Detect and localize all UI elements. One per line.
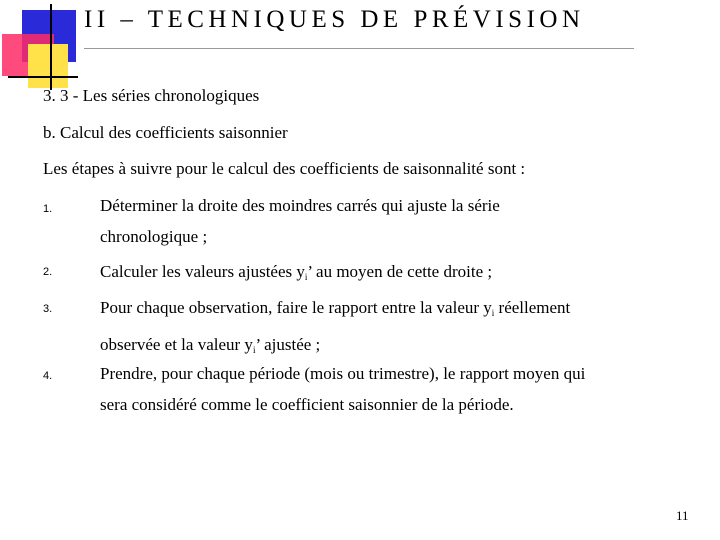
subscript: i — [304, 272, 308, 282]
step-text-part: observée et la valeur y — [100, 335, 253, 354]
step-number: 1. — [43, 203, 53, 215]
step-text-part: réellement — [494, 298, 571, 317]
title-underline — [84, 48, 634, 49]
subsection-heading: b. Calcul des coefficients saisonnier — [43, 123, 288, 142]
step-line: sera considéré comme le coefficient saisonnier de la période. — [100, 395, 514, 414]
subscript: i — [252, 345, 256, 355]
step-line: chronologique ; — [100, 227, 208, 246]
step-line: Prendre, pour chaque période (mois ou trimestre), le rapport moyen qui — [100, 364, 586, 383]
step-text-part: ’ au moyen de cette droite ; — [307, 262, 493, 281]
step-text — [100, 190, 500, 252]
step-text — [100, 256, 492, 293]
corner-logo-decoration — [0, 0, 90, 95]
step-number: 3. — [43, 303, 53, 315]
step-line — [100, 256, 492, 293]
step-number: 4. — [43, 370, 53, 382]
step-text-part: Pour chaque observation, faire le rapport entre la valeur y — [100, 298, 492, 317]
slide-title: II – TECHNIQUES DE PRÉVISION — [84, 6, 585, 33]
step-text — [100, 358, 585, 420]
intro-text: Les étapes à suivre pour le calcul des coefficients de saisonnalité sont : — [43, 159, 526, 178]
subscript: i — [491, 308, 495, 318]
page-number: 11 — [676, 508, 689, 523]
step-text-part: Calculer les valeurs ajustées y — [100, 262, 305, 281]
step-number: 2. — [43, 266, 53, 278]
step-line — [100, 292, 570, 329]
horizontal-line-shape — [8, 76, 78, 78]
step-text-part: ’ ajustée ; — [255, 335, 321, 354]
step-text — [100, 292, 570, 366]
section-heading: 3. 3 - Les séries chronologiques — [43, 86, 260, 105]
yellow-square-shape — [28, 44, 68, 88]
step-line: Déterminer la droite des moindres carrés qui ajuste la série — [100, 196, 500, 215]
